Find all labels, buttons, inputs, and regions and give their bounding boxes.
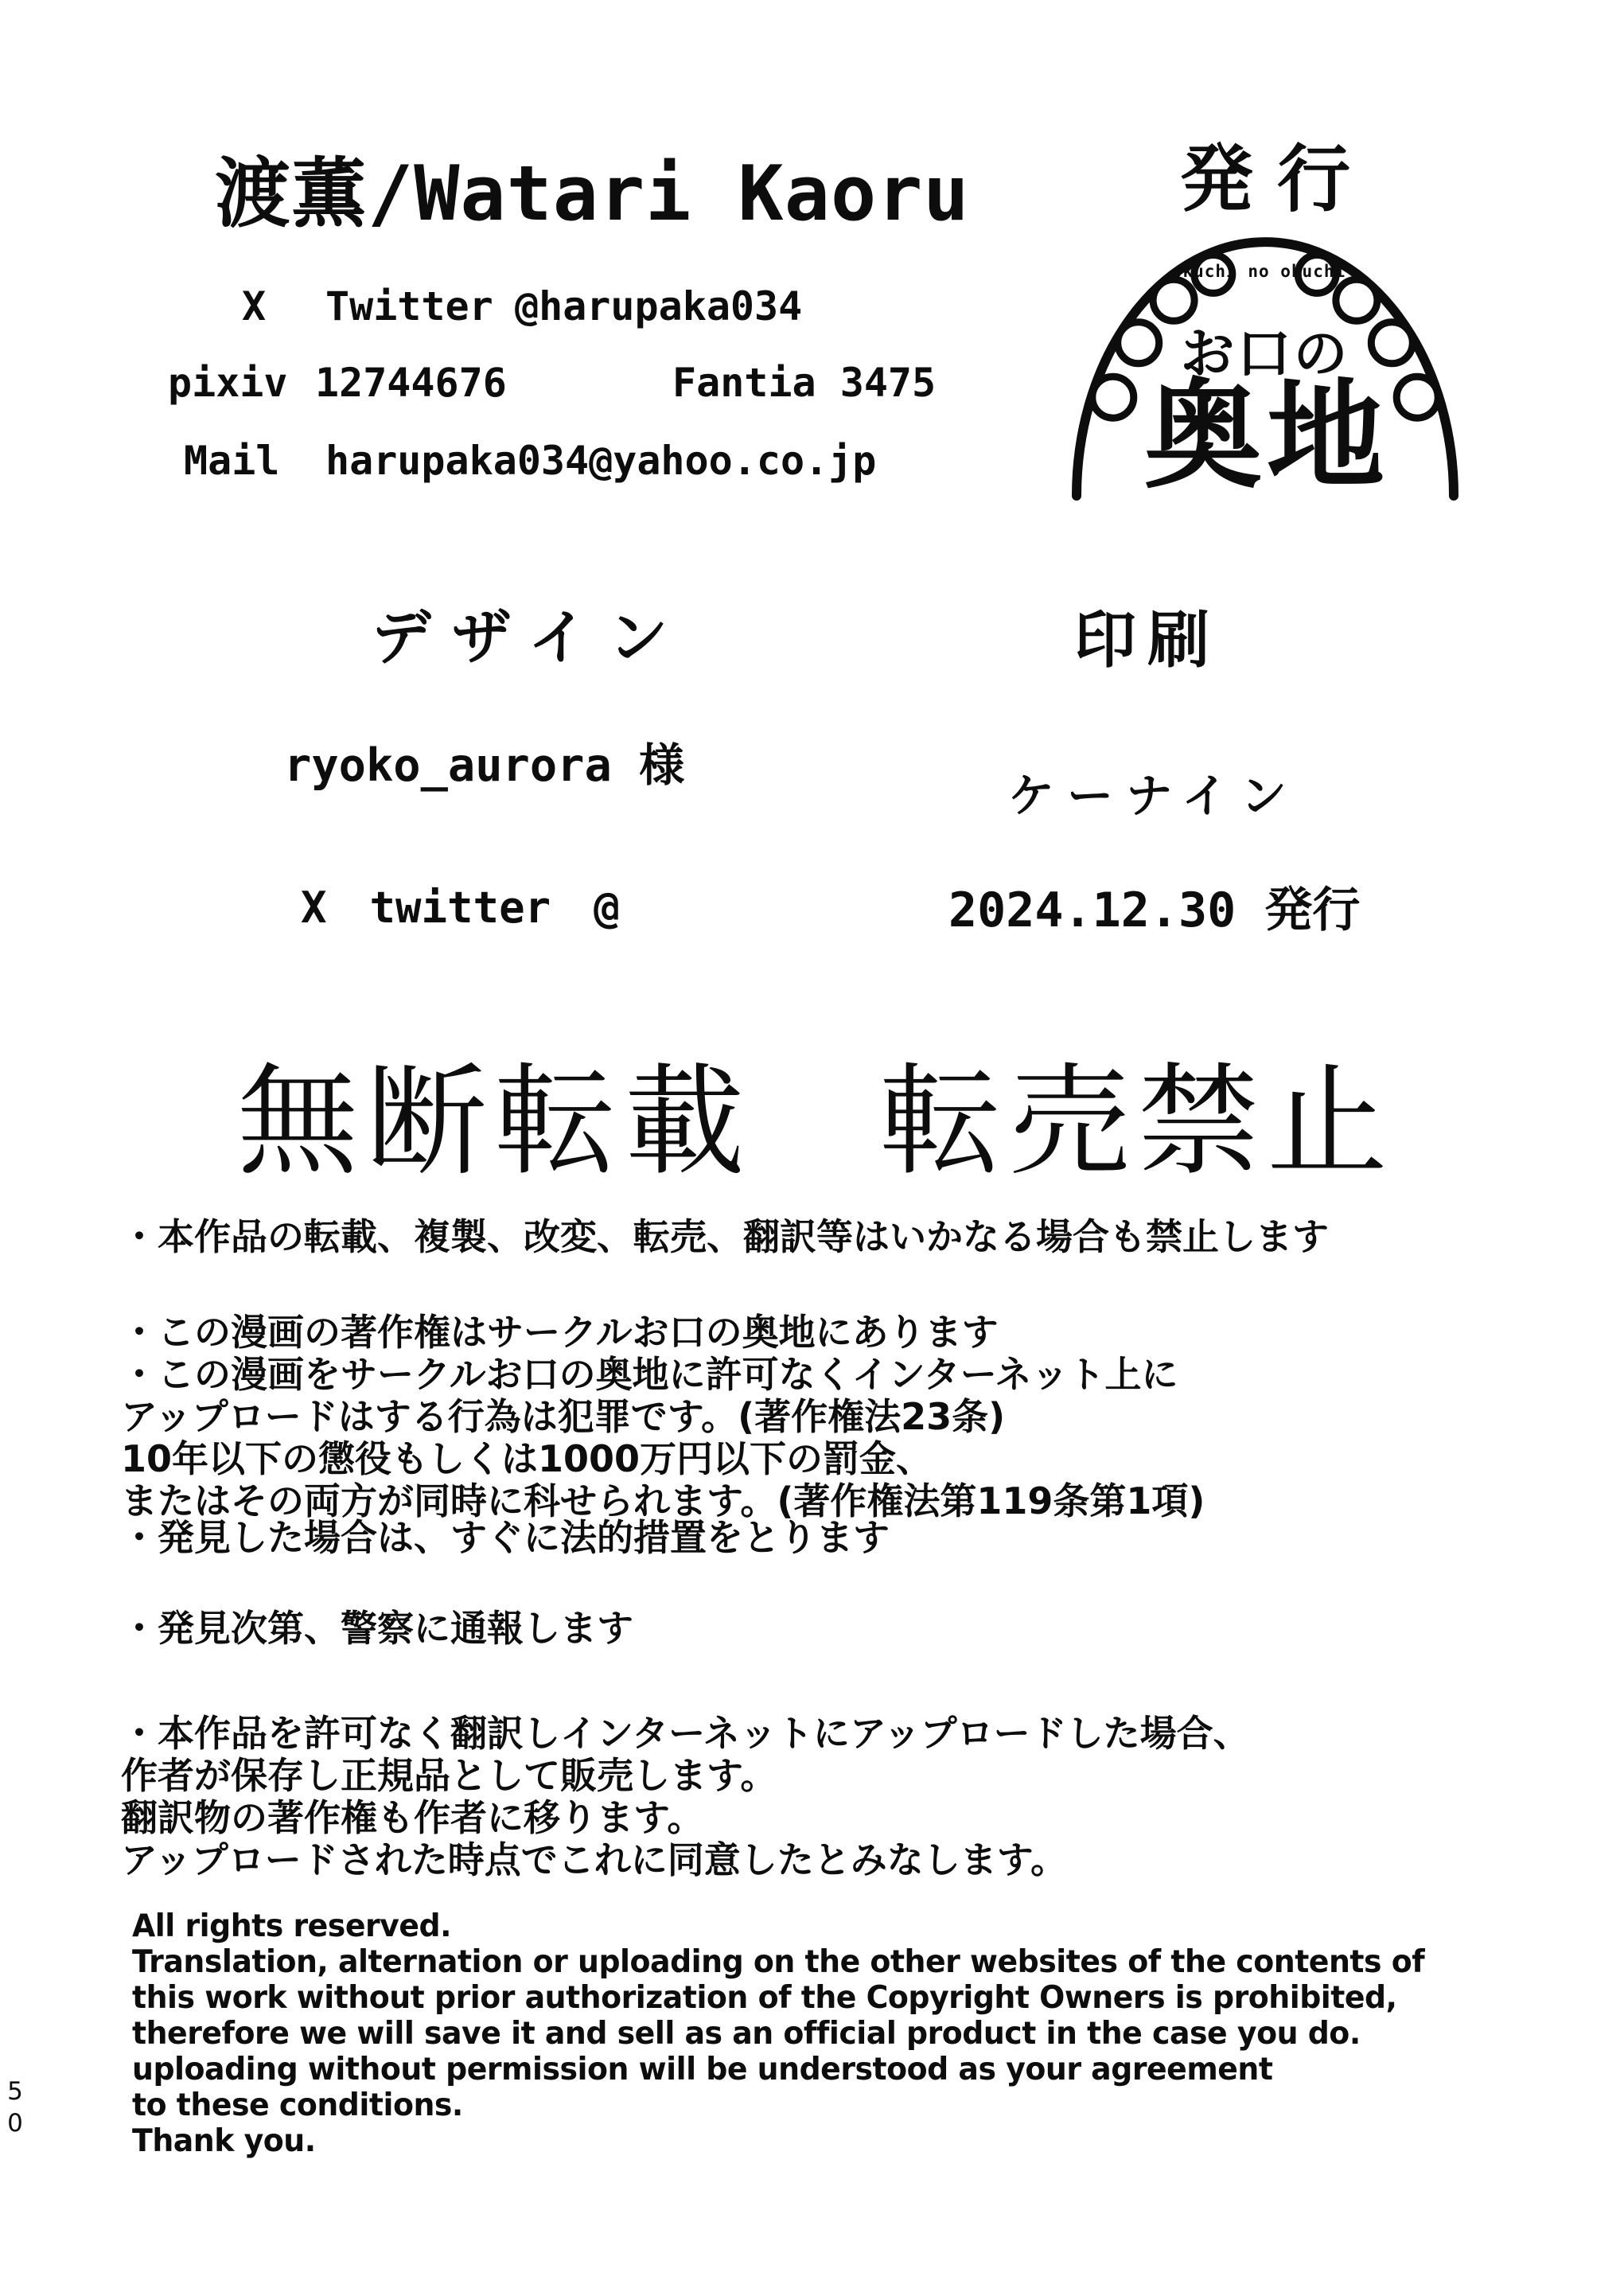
- tooth-icon: [1396, 376, 1438, 418]
- jp-line: 10年以下の懲役もしくは1000万円以下の罰金、: [121, 1437, 933, 1480]
- jp-paragraph-police-report: [121, 1608, 633, 1650]
- printing-company: ケーナイン: [1008, 769, 1299, 823]
- contact-email: harupaka034@yahoo.co.jp: [325, 438, 877, 484]
- design-heading: デザイン: [371, 602, 689, 672]
- tooth-icon: [1153, 279, 1194, 321]
- contact-pixiv-id: 12744676: [315, 360, 507, 406]
- jp-line: ・発見した場合は、すぐに法的措置をとります: [121, 1516, 890, 1559]
- tooth-icon: [1336, 279, 1377, 321]
- en-line: therefore we will save it and sell as an official product in the case you do.: [132, 2016, 1361, 2052]
- jp-line: ・この漫画の著作権はサークルお口の奥地にあります: [121, 1311, 999, 1354]
- jp-paragraph-legal-action: [121, 1517, 890, 1559]
- jp-line: アップロードはする行為は犯罪です。(著作権法23条): [121, 1395, 1006, 1438]
- en-line: uploading without permission will be understood as your agreement: [132, 2052, 1273, 2087]
- jp-line: ・発見次第、警察に通報します: [121, 1607, 633, 1650]
- okuchi-no-okuchi-logo: [1070, 236, 1460, 503]
- contact-label: Mail: [184, 438, 280, 484]
- logo-title-line2: 奥地: [1144, 368, 1389, 503]
- printing-heading: 印刷: [1073, 605, 1221, 676]
- jp-line: ・本作品を許可なく翻訳しインターネットにアップロードした場合、: [121, 1712, 1250, 1755]
- tooth-icon: [1371, 322, 1412, 364]
- jp-line: 翻訳物の著作権も作者に移ります。: [121, 1796, 704, 1839]
- notice-title-left: 無断転載: [237, 1056, 753, 1190]
- contact-label: pixiv: [168, 360, 288, 406]
- printing-issue-date: 2024.12.30 発行: [948, 883, 1361, 938]
- jp-paragraph-prohibition: [121, 1216, 1329, 1258]
- tooth-icon: [1118, 322, 1159, 364]
- jp-line: またはその両方が同時に科せられます。(著作権法第119条第1項): [121, 1479, 1205, 1522]
- design-credit: ryoko_aurora 様: [284, 739, 685, 792]
- jp-line: ・本作品の転載、複製、改変、転売、翻訳等はいかなる場合も禁止します: [121, 1215, 1329, 1258]
- logo-romaji-text: okuchi no okuchi: [1171, 262, 1346, 281]
- en-line: Translation, alternation or uploading on the other websites of the contents of: [132, 1944, 1425, 1980]
- contact-label: X: [242, 283, 267, 329]
- en-line: to these conditions.: [132, 2087, 463, 2123]
- jp-line: 作者が保存し正規品として販売します。: [121, 1754, 777, 1797]
- author-name: 渡薫/Watari Kaoru: [215, 150, 970, 238]
- jp-line: ・この漫画をサークルお口の奥地に許可なくインターネット上に: [121, 1353, 1178, 1396]
- reprint-prohibition-title: [237, 1025, 1396, 1199]
- logo-title-line1: お口の: [1180, 323, 1350, 386]
- jp-paragraph-copyright: [121, 1312, 1205, 1522]
- notice-title-right: 転売禁止: [880, 1056, 1396, 1190]
- contact-service: Twitter: [325, 283, 493, 329]
- en-notice: [132, 1908, 1424, 2159]
- jp-line: アップロードされた時点でこれに同意したとみなします。: [121, 1838, 1068, 1881]
- en-line: Thank you.: [132, 2123, 316, 2159]
- contact-fantia-id: Fantia 3475: [672, 360, 937, 406]
- page-number: 50: [1, 2077, 29, 2141]
- jp-paragraph-translation: [121, 1713, 1250, 1881]
- design-contact: X twitter @: [301, 883, 620, 933]
- en-line: All rights reserved.: [132, 1908, 452, 1944]
- contact-handle: @harupaka034: [515, 283, 803, 329]
- en-line: this work without prior authorization of the Copyright Owners is prohibited,: [132, 1980, 1397, 2016]
- publisher-heading: 発行: [1179, 137, 1374, 222]
- tooth-icon: [1092, 376, 1134, 418]
